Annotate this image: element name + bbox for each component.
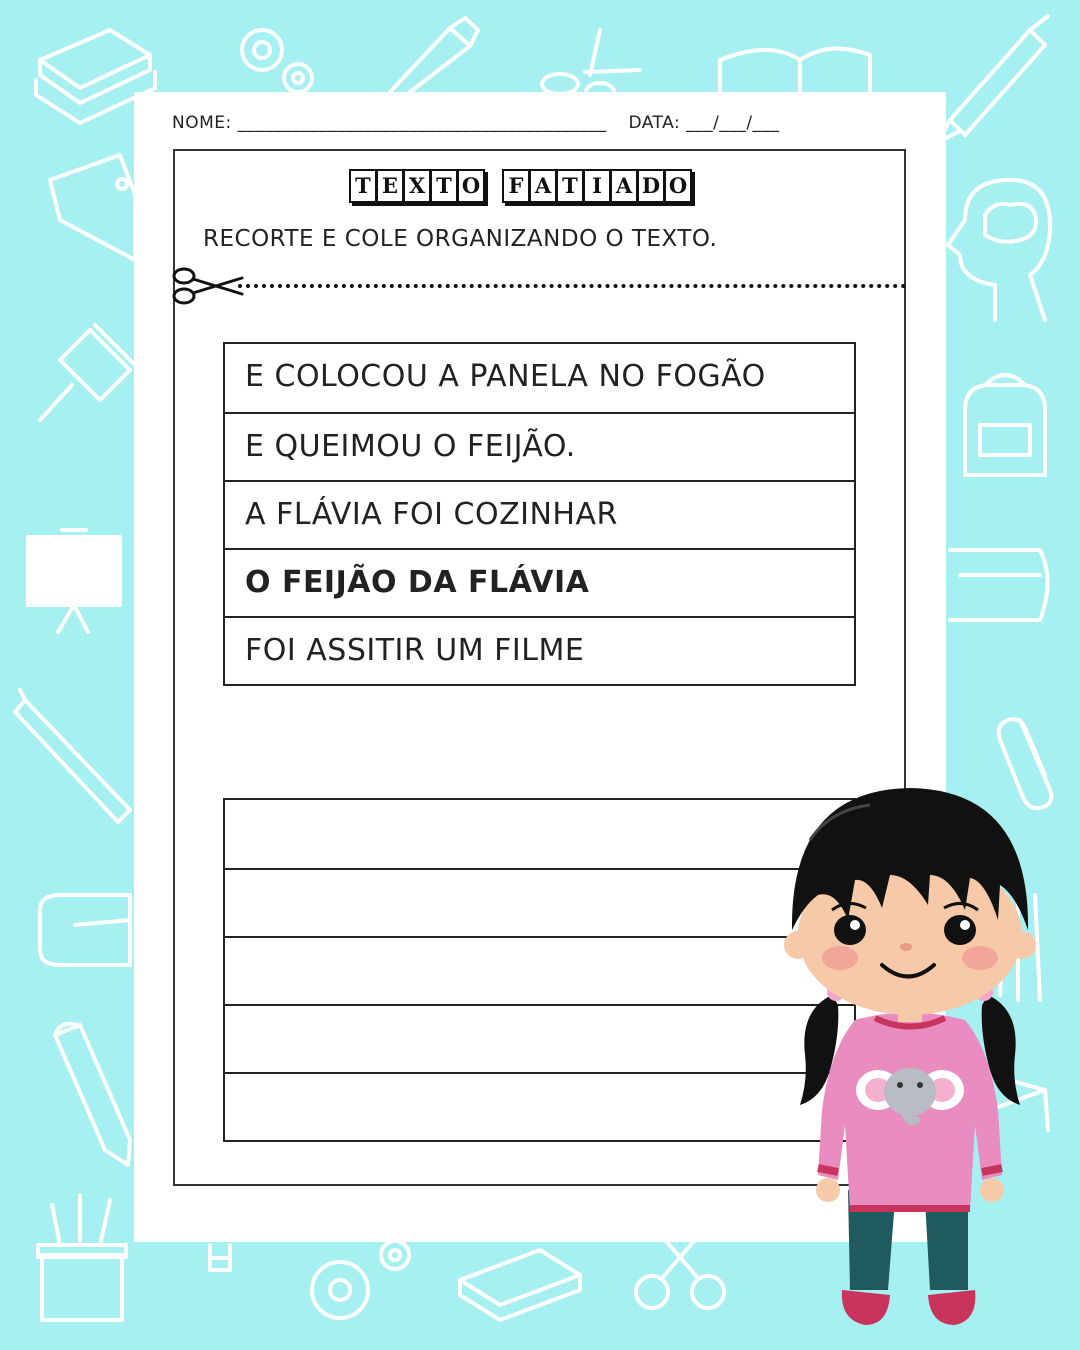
pen-icon (938, 16, 1048, 142)
title-letter-tile: X (403, 169, 431, 203)
title-letter-tile: D (637, 169, 665, 203)
gear-icon (312, 1241, 409, 1318)
pencil-case-icon (40, 895, 130, 965)
text-strip[interactable]: O FEIJÃO DA FLÁVIA (225, 548, 854, 616)
scissors-icon (170, 266, 246, 306)
left-hand (816, 1178, 840, 1202)
stapler-icon (50, 155, 135, 260)
title-letter-tile: A (529, 169, 557, 203)
scissors-icon (636, 1240, 724, 1308)
answer-row[interactable] (225, 868, 854, 936)
text-strip[interactable]: E COLOCOU A PANELA NO FOGÃO (245, 359, 766, 394)
backpack-icon (965, 375, 1045, 475)
pencil-case-icon (950, 550, 1048, 620)
title-letter-tile: O (457, 169, 485, 203)
name-label: NOME: (172, 113, 232, 133)
page-title (349, 169, 691, 205)
scissors-icon (542, 30, 640, 101)
pushpin-icon (40, 325, 135, 420)
title-letter-tile: F (502, 169, 530, 203)
date-label: DATA: (628, 113, 681, 133)
bulb-icon (210, 1245, 230, 1270)
title-letter-tile: T (349, 169, 377, 203)
text-strip[interactable]: FOI ASSITIR UM FILME (225, 616, 854, 684)
instruction-text: RECORTE E COLE ORGANIZANDO O TEXTO. (203, 226, 718, 252)
title-letter-tile: O (664, 169, 692, 203)
girl-illustration (770, 780, 1050, 1350)
text-strip[interactable]: A FLÁVIA FOI COZINHAR (225, 480, 854, 548)
title-letter-tile: T (430, 169, 458, 203)
answer-row[interactable] (225, 1072, 854, 1140)
whiteboard-icon (28, 530, 120, 632)
brain-head-icon (948, 180, 1050, 320)
answer-row[interactable] (225, 800, 854, 868)
name-blank: _________________________________________ (237, 113, 607, 133)
cut-line (238, 284, 906, 288)
pencil-cup-icon (38, 1195, 126, 1320)
title-letter-tile: T (556, 169, 584, 203)
title-word-gap (484, 169, 502, 205)
answer-row[interactable] (225, 936, 854, 1004)
pen-icon (15, 690, 130, 822)
answer-row[interactable] (225, 1004, 854, 1072)
header-line (172, 113, 892, 133)
pencil-icon (390, 18, 478, 92)
pencil-icon (55, 1024, 130, 1165)
date-blank: ___/___/___ (686, 113, 780, 133)
right-hand (980, 1178, 1004, 1202)
title-letter-tile: E (376, 169, 404, 203)
gear-icon (242, 30, 312, 92)
answer-grid (223, 798, 856, 1142)
text-strips (223, 342, 856, 686)
book-stack-icon (460, 1250, 580, 1320)
open-book-icon (720, 49, 870, 92)
title-letter-tile: A (610, 169, 638, 203)
title-letter-tile: I (583, 169, 611, 203)
text-strip[interactable]: E QUEIMOU O FEIJÃO. (225, 412, 854, 480)
